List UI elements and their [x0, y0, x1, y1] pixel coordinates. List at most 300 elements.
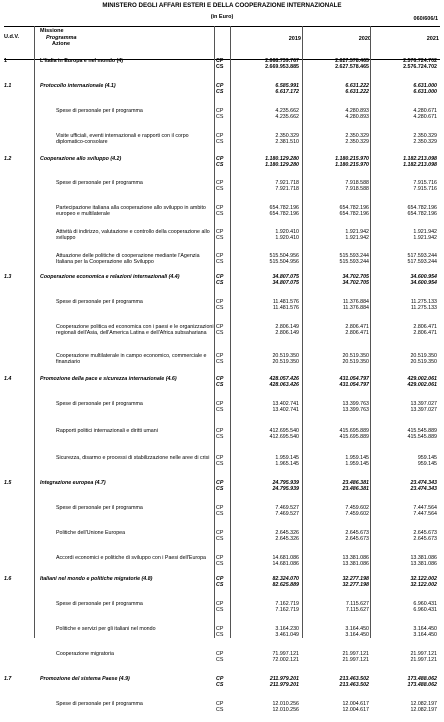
cp-cs-labels: CP CS [216, 324, 224, 337]
cp-value: 21.997.121 [342, 651, 369, 657]
cs-value: 2.806.471 [345, 330, 369, 337]
action-row [4, 353, 440, 376]
cp-value: 3.164.450 [345, 626, 369, 632]
cs-value: 11.481.576 [272, 305, 299, 312]
cp-value: 34.702.705 [342, 274, 369, 280]
cs-value: 2.350.329 [413, 139, 437, 146]
value-cell [241, 530, 299, 542]
col-programma-label: Programma [46, 34, 77, 41]
cs-value: 82.625.889 [272, 582, 299, 589]
value-cell [311, 299, 369, 311]
cp-value: 6.631.222 [345, 83, 369, 89]
value-cell [241, 651, 299, 663]
cs-value: 2.627.578.465 [335, 64, 369, 71]
cs-value: 415.695.889 [339, 434, 369, 441]
cs-value: 4.280.671 [413, 114, 437, 121]
cp-value: 20.519.350 [410, 353, 437, 359]
cp-value: 32.122.002 [410, 576, 437, 582]
value-cell [311, 555, 369, 567]
value-cell [241, 58, 299, 70]
cs-value: 34.807.075 [272, 280, 299, 287]
value-cell [379, 229, 437, 241]
cs-value: 3.164.450 [345, 632, 369, 639]
value-cell [311, 676, 369, 688]
budget-table-body [4, 58, 440, 722]
cs-value: 23.486.381 [342, 486, 369, 493]
cp-value: 412.695.540 [269, 428, 299, 434]
currency-note: (in Euro) [210, 14, 234, 20]
row-label: Promozione del sistema Paese (4.9) [40, 676, 130, 682]
value-cell [379, 133, 437, 145]
action-row [4, 299, 440, 324]
value-cell [241, 299, 299, 311]
cp-cs-labels: CP CS [216, 156, 224, 169]
cp-cs-labels: CP CS [216, 133, 224, 146]
cs-value: 2.381.510 [275, 139, 299, 146]
value-cell [379, 274, 437, 286]
value-cell [311, 401, 369, 413]
row-code: 1.3 [4, 274, 12, 280]
cp-value: 2.668.739.767 [265, 58, 299, 64]
value-cell [311, 274, 369, 286]
cp-value: 11.275.133 [410, 299, 437, 305]
value-cell [379, 530, 437, 542]
value-cell [379, 576, 437, 588]
row-code: 1 [4, 58, 7, 64]
value-cell [379, 353, 437, 365]
cp-value: 6.631.000 [413, 83, 437, 89]
value-cell [311, 576, 369, 588]
cp-value: 13.397.027 [410, 401, 437, 407]
action-row [4, 651, 440, 676]
action-row [4, 133, 440, 156]
row-label: Politiche e servizi per gli italiani nel mondo [56, 626, 156, 632]
cp-value: 428.057.426 [269, 376, 299, 382]
program-row [4, 576, 440, 601]
cp-value: 6.585.991 [275, 83, 299, 89]
cp-value: 4.280.671 [413, 108, 437, 114]
cp-value: 515.504.956 [269, 253, 299, 259]
value-cell [241, 676, 299, 688]
action-row [4, 626, 440, 651]
cp-value: 2.576.724.702 [403, 58, 437, 64]
value-cell [379, 108, 437, 120]
cs-value: 211.979.201 [269, 682, 299, 689]
cp-cs-labels: CP CS [216, 576, 224, 589]
cs-value: 20.519.350 [342, 359, 369, 366]
program-row [4, 83, 440, 108]
cp-value: 1.180.215.970 [335, 156, 369, 162]
cs-value: 1.180.129.280 [265, 162, 299, 169]
cs-value: 959.145 [417, 461, 437, 468]
cs-value: 7.459.602 [345, 511, 369, 518]
cs-value: 654.782.196 [407, 211, 437, 218]
cs-value: 21.997.121 [410, 657, 437, 664]
program-row [4, 274, 440, 299]
cp-value: 3.164.230 [275, 626, 299, 632]
value-cell [241, 428, 299, 440]
cs-value: 7.162.719 [275, 607, 299, 614]
value-cell [311, 353, 369, 365]
row-label: Accordi economici e politiche di sviluppo con i Paesi dell'Europa [56, 555, 206, 561]
program-row [4, 480, 440, 505]
cp-value: 517.593.244 [407, 253, 437, 259]
cp-value: 1.959.145 [275, 455, 299, 461]
cs-value: 213.463.502 [339, 682, 369, 689]
cp-value: 2.627.578.465 [335, 58, 369, 64]
cp-value: 7.469.527 [275, 505, 299, 511]
cp-value: 959.145 [417, 455, 437, 461]
cs-value: 13.399.763 [342, 407, 369, 414]
cs-value: 21.997.121 [342, 657, 369, 664]
value-cell [311, 83, 369, 95]
value-cell [241, 229, 299, 241]
cs-value: 2.645.673 [345, 536, 369, 543]
cp-cs-labels: CP CS [216, 505, 224, 518]
cp-value: 14.681.086 [272, 555, 299, 561]
cs-value: 7.915.716 [413, 186, 437, 193]
value-cell [379, 428, 437, 440]
cp-value: 2.806.149 [275, 324, 299, 330]
cp-value: 12.010.256 [272, 701, 299, 707]
cp-cs-labels: CP CS [216, 299, 224, 312]
action-row [4, 455, 440, 480]
cp-value: 211.979.201 [269, 676, 299, 682]
value-cell [241, 156, 299, 168]
cs-value: 1.959.145 [345, 461, 369, 468]
value-cell [241, 205, 299, 217]
action-row [4, 229, 440, 253]
row-label: Integrazione europea (4.7) [40, 480, 106, 486]
cp-value: 515.593.244 [339, 253, 369, 259]
cs-value: 412.695.540 [269, 434, 299, 441]
action-row [4, 505, 440, 530]
cp-value: 24.795.939 [272, 480, 299, 486]
cp-value: 11.376.884 [342, 299, 369, 305]
cp-value: 1.959.145 [345, 455, 369, 461]
mission-row [4, 58, 440, 83]
value-cell [379, 601, 437, 613]
value-cell [311, 376, 369, 388]
row-label: Spese di personale per il programma [56, 601, 143, 607]
value-cell [379, 701, 437, 713]
action-row [4, 601, 440, 626]
cs-value: 7.115.627 [345, 607, 369, 614]
cs-value: 515.593.244 [339, 259, 369, 266]
value-cell [311, 229, 369, 241]
cs-value: 13.402.741 [272, 407, 299, 414]
cp-value: 7.915.716 [413, 180, 437, 186]
cs-value: 173.488.062 [407, 682, 437, 689]
cp-value: 2.350.329 [413, 133, 437, 139]
row-label: Italiani nel mondo e politiche migratorie (4.8) [40, 576, 153, 582]
action-row [4, 108, 440, 133]
program-row [4, 156, 440, 180]
cp-value: 82.324.070 [272, 576, 299, 582]
row-label: Spese di personale per il programma [56, 108, 143, 114]
cp-value: 7.921.718 [275, 180, 299, 186]
cp-value: 7.459.602 [345, 505, 369, 511]
cs-value: 4.280.893 [345, 114, 369, 121]
cs-value: 13.381.086 [410, 561, 437, 568]
cp-cs-labels: CP CS [216, 401, 224, 414]
value-cell [311, 133, 369, 145]
cs-value: 13.397.027 [410, 407, 437, 414]
row-label: Spese di personale per il programma [56, 401, 143, 407]
cp-value: 21.997.121 [410, 651, 437, 657]
cs-value: 13.381.086 [342, 561, 369, 568]
cp-cs-labels: CP CS [216, 480, 224, 493]
cp-value: 1.921.942 [413, 229, 437, 235]
value-cell [241, 505, 299, 517]
cs-value: 6.617.172 [275, 89, 299, 96]
cs-value: 72.002.121 [272, 657, 299, 664]
cp-cs-labels: CP CS [216, 108, 224, 121]
row-label: Promozione della pace e sicurezza internazionale (4.6) [40, 376, 177, 382]
cs-value: 34.702.705 [342, 280, 369, 287]
action-row [4, 401, 440, 428]
cs-value: 517.593.244 [407, 259, 437, 266]
cp-cs-labels: CP CS [216, 58, 224, 71]
value-cell [241, 180, 299, 192]
value-cell [241, 555, 299, 567]
value-cell [379, 156, 437, 168]
cp-value: 2.645.326 [275, 530, 299, 536]
cs-value: 34.600.954 [410, 280, 437, 287]
cp-value: 13.402.741 [272, 401, 299, 407]
cp-value: 2.350.329 [275, 133, 299, 139]
cp-cs-labels: CP CS [216, 651, 224, 664]
row-code: 1.7 [4, 676, 12, 682]
cp-value: 3.164.450 [413, 626, 437, 632]
cs-value: 24.795.939 [272, 486, 299, 493]
value-cell [311, 428, 369, 440]
cp-value: 12.004.617 [342, 701, 369, 707]
cs-value: 6.960.431 [413, 607, 437, 614]
value-cell [241, 601, 299, 613]
cp-value: 2.645.673 [345, 530, 369, 536]
value-cell [379, 324, 437, 336]
cs-value: 654.782.196 [339, 211, 369, 218]
row-label: Spese di personale per il programma [56, 180, 143, 186]
action-row [4, 180, 440, 205]
cs-value: 1.965.145 [275, 461, 299, 468]
value-cell [311, 530, 369, 542]
cp-cs-labels: CP CS [216, 376, 224, 389]
value-cell [241, 274, 299, 286]
cp-value: 12.082.197 [410, 701, 437, 707]
cs-value: 431.054.797 [339, 382, 369, 389]
cs-value: 23.474.343 [410, 486, 437, 493]
cp-value: 213.463.502 [339, 676, 369, 682]
row-code: 1.6 [4, 576, 12, 582]
cs-value: 20.519.350 [272, 359, 299, 366]
cp-value: 415.695.889 [339, 428, 369, 434]
year-header-2020: 2020 [358, 36, 371, 42]
table-header [4, 26, 440, 60]
value-cell [241, 83, 299, 95]
cs-value: 4.235.662 [275, 114, 299, 121]
row-label: Attuazione delle politiche di cooperazione mediante l'Agenzia Italiana per la Cooperazione allo Sviluppo [56, 253, 200, 266]
cs-value: 2.806.471 [413, 330, 437, 337]
cp-value: 7.447.564 [413, 505, 437, 511]
cp-cs-labels: CP CS [216, 626, 224, 639]
cp-value: 1.920.410 [275, 229, 299, 235]
value-cell [311, 324, 369, 336]
cs-value: 1.180.215.970 [335, 162, 369, 169]
cs-value: 1.182.213.098 [403, 162, 437, 169]
row-label: Partecipazione italiana alla cooperazione allo sviluppo in ambito europeo e multilaterale [56, 205, 206, 218]
row-label: Cooperazione politica ed economica con i paesi e le organizzazioni regionali dell'Asia, dell'America Latina e dell'Africa subsahariana [56, 324, 214, 337]
value-cell [379, 299, 437, 311]
value-cell [311, 205, 369, 217]
cp-cs-labels: CP CS [216, 83, 224, 96]
value-cell [311, 505, 369, 517]
cs-value: 11.376.884 [342, 305, 369, 312]
value-cell [379, 480, 437, 492]
value-cell [379, 651, 437, 663]
col-mission-header [40, 28, 77, 48]
cp-value: 415.545.889 [407, 428, 437, 434]
cs-value: 7.921.718 [275, 186, 299, 193]
action-row [4, 701, 440, 722]
cp-value: 32.277.198 [342, 576, 369, 582]
row-label: Sicurezza, disarmo e processi di stabilizzazione nelle aree di crisi [56, 455, 210, 461]
value-cell [379, 505, 437, 517]
row-label: Attività di indirizzo, valutazione e controllo della cooperazione allo sviluppo [56, 229, 210, 242]
cp-value: 7.115.627 [345, 601, 369, 607]
value-cell [241, 401, 299, 413]
cp-value: 34.807.075 [272, 274, 299, 280]
value-cell [379, 83, 437, 95]
value-cell [379, 180, 437, 192]
row-code: 1.2 [4, 156, 12, 162]
value-cell [379, 401, 437, 413]
program-row [4, 676, 440, 701]
cp-value: 13.381.086 [410, 555, 437, 561]
row-label: L'Italia in Europa e nel mondo (4) [40, 58, 124, 64]
value-cell [241, 324, 299, 336]
cs-value: 20.519.350 [410, 359, 437, 366]
cs-value: 14.681.086 [272, 561, 299, 568]
cp-value: 20.519.350 [342, 353, 369, 359]
value-cell [379, 58, 437, 70]
cp-cs-labels: CP CS [216, 205, 224, 218]
cp-value: 23.486.381 [342, 480, 369, 486]
cp-cs-labels: CP CS [216, 455, 224, 468]
cs-value: 428.063.426 [269, 382, 299, 389]
cp-cs-labels: CP CS [216, 274, 224, 287]
cp-cs-labels: CP CS [216, 555, 224, 568]
cp-value: 654.782.196 [269, 205, 299, 211]
cs-value: 32.277.198 [342, 582, 369, 589]
cp-value: 6.960.431 [413, 601, 437, 607]
cp-value: 654.782.196 [339, 205, 369, 211]
row-label: Spese di personale per il programma [56, 505, 143, 511]
cp-cs-labels: CP CS [216, 253, 224, 266]
cp-value: 23.474.343 [410, 480, 437, 486]
cp-value: 7.162.719 [275, 601, 299, 607]
cp-value: 7.918.588 [345, 180, 369, 186]
cp-value: 1.182.213.098 [403, 156, 437, 162]
cs-value: 1.921.942 [413, 235, 437, 242]
cp-value: 11.481.576 [272, 299, 299, 305]
cp-value: 1.921.942 [345, 229, 369, 235]
cs-value: 1.921.942 [345, 235, 369, 242]
cs-value: 515.504.956 [269, 259, 299, 266]
row-label: Visite ufficiali, eventi internazionali e rapporti con il corpo diplomatico-consolare [56, 133, 189, 146]
row-label: Rapporti politici internazionali e diritti umani [56, 428, 158, 434]
cp-value: 13.381.086 [342, 555, 369, 561]
cp-value: 2.645.673 [413, 530, 437, 536]
cp-value: 34.600.954 [410, 274, 437, 280]
cs-value: 1.920.410 [275, 235, 299, 242]
value-cell [241, 108, 299, 120]
value-cell [379, 626, 437, 638]
cp-value: 1.180.129.280 [265, 156, 299, 162]
cp-value: 429.002.061 [407, 376, 437, 382]
value-cell [241, 253, 299, 265]
cs-value: 415.545.889 [407, 434, 437, 441]
cp-cs-labels: CP CS [216, 180, 224, 193]
action-row [4, 324, 440, 353]
cp-value: 2.350.329 [345, 133, 369, 139]
col-azione-label: Azione [52, 41, 71, 47]
cp-cs-labels: CP CS [216, 601, 224, 614]
cp-value: 4.235.662 [275, 108, 299, 114]
row-label: Spese di personale per il programma [56, 299, 143, 305]
action-row [4, 530, 440, 555]
cs-value: 7.447.564 [413, 511, 437, 518]
value-cell [379, 676, 437, 688]
value-cell [379, 555, 437, 567]
value-cell [311, 108, 369, 120]
value-cell [311, 480, 369, 492]
row-label: Cooperazione migratoria [56, 651, 115, 657]
value-cell [311, 601, 369, 613]
row-code: 1.5 [4, 480, 12, 486]
cp-value: 654.782.196 [407, 205, 437, 211]
row-label: Protocollo internazionale (4.1) [40, 83, 116, 89]
row-label: Politiche dell'Unione Europea [56, 530, 126, 536]
year-header-2021: 2021 [426, 36, 439, 42]
value-cell [241, 576, 299, 588]
cp-cs-labels: CP CS [216, 530, 224, 543]
value-cell [311, 156, 369, 168]
row-label: Cooperazione economica e relazioni internazionali (4.4) [40, 274, 180, 280]
value-cell [241, 626, 299, 638]
cp-cs-labels: CP CS [216, 676, 224, 689]
row-code: 1.1 [4, 83, 12, 89]
cp-value: 2.806.471 [345, 324, 369, 330]
cp-cs-labels: CP CS [216, 701, 224, 714]
value-cell [241, 376, 299, 388]
cp-value: 20.519.350 [272, 353, 299, 359]
value-cell [241, 353, 299, 365]
cp-cs-labels: CP CS [216, 428, 224, 441]
value-cell [241, 455, 299, 467]
value-cell [241, 480, 299, 492]
cp-value: 13.399.763 [342, 401, 369, 407]
page-title: MINISTERO DEGLI AFFARI ESTERI E DELLA COOPERAZIONE INTERNAZIONALE [102, 2, 342, 9]
value-cell [241, 133, 299, 145]
cp-cs-labels: CP CS [216, 353, 224, 366]
cs-value: 2.645.326 [275, 536, 299, 543]
value-cell [311, 180, 369, 192]
cp-value: 431.054.797 [339, 376, 369, 382]
cs-value: 429.002.061 [407, 382, 437, 389]
value-cell [379, 205, 437, 217]
